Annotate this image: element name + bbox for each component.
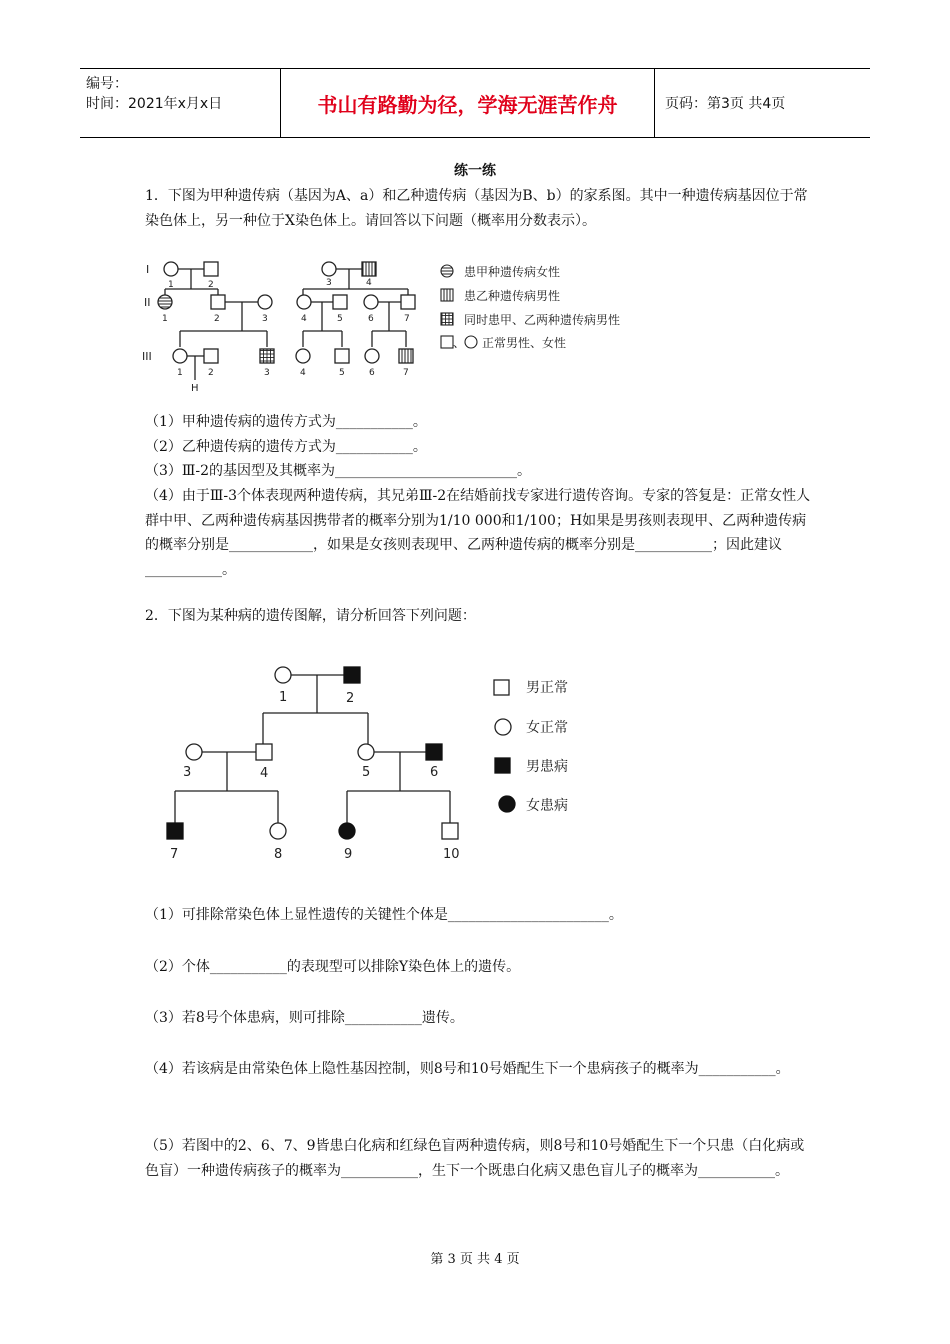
q2-person-1-normal-female xyxy=(275,667,291,683)
q2-person-5-normal-female xyxy=(358,744,374,760)
q2-person-6-affected-male xyxy=(426,744,442,760)
q2-sub1: （1）可排除常染色体上显性遗传的关键性个体是_______________________。 xyxy=(145,907,623,923)
q2-node-label: 5 xyxy=(362,765,371,780)
q2-legend-affected-female: 女患病 xyxy=(526,798,568,814)
q1-sub4: （4）由于Ⅲ-3个体表现两种遗传病，其兄弟Ⅲ-2在结婚前找专家进行遗传咨询。专家的答复是：正常女性人群中甲、乙两种遗传病基因携带者的概率分别为1/10 000和1/100；H如果是男孩则表现甲、乙两种遗传病的概率分别是____________，如果是女孩则表现甲、乙两种遗传病的概率分别是___________；因此建议___________。 xyxy=(145,488,811,578)
legend-disease-a-female: 患甲种遗传病女性 xyxy=(464,265,561,279)
q1-sub3: （3）Ⅲ-2的基因型及其概率为__________________________。 xyxy=(145,463,532,479)
node-label: 6 xyxy=(369,368,375,378)
q2-legend-affected-male: 男患病 xyxy=(526,759,568,775)
q2-person-10-normal-male xyxy=(442,823,458,839)
pedigree-iii1-normal-female xyxy=(173,349,187,363)
legend-separator: 、 xyxy=(453,336,466,350)
legend-hstripe-female-icon xyxy=(441,265,453,277)
q2-person-7-affected-male xyxy=(167,823,183,839)
legend-normal-male-icon xyxy=(441,336,453,348)
pedigree-ii4-normal-female xyxy=(297,295,311,309)
q2-node-label: 6 xyxy=(430,765,439,780)
node-label: 2 xyxy=(208,280,214,290)
pedigree-iii5-normal-male xyxy=(335,349,349,363)
q1-sub2: （2）乙种遗传病的遗传方式为___________。 xyxy=(145,439,427,455)
node-label: 5 xyxy=(337,314,343,324)
q2-person-8-normal-female xyxy=(270,823,286,839)
pedigree-iii3-both-diseases-male xyxy=(260,349,274,363)
node-label: 7 xyxy=(404,314,410,324)
q2-node-label: 2 xyxy=(346,691,355,706)
pedigree-iii4-normal-female xyxy=(296,349,310,363)
node-label: 3 xyxy=(262,314,268,324)
pedigree-i3-normal-female xyxy=(322,262,336,276)
q2-node-label: 7 xyxy=(170,847,179,862)
node-label: 4 xyxy=(300,368,306,378)
page-header xyxy=(80,68,870,138)
q2-legend-normal-male-icon xyxy=(494,680,509,695)
q2-legend-normal-female: 女正常 xyxy=(526,720,568,736)
q2-person-2-affected-male xyxy=(344,667,360,683)
pedigree-ii3-normal-female xyxy=(258,295,272,309)
q2-node-label: 1 xyxy=(279,690,288,705)
legend-grid-male-icon xyxy=(441,313,453,325)
node-label: 2 xyxy=(214,314,220,324)
q2-legend-normal-female-icon xyxy=(495,719,511,735)
pedigree-i4-disease-b-male xyxy=(362,262,376,276)
node-label: 3 xyxy=(326,278,332,288)
legend-normal: 正常男性、女性 xyxy=(482,336,567,350)
page-footer: 第 3 页 共 4 页 xyxy=(430,1252,520,1267)
q2-sub2: （2）个体___________的表现型可以排除Y染色体上的遗传。 xyxy=(145,959,521,975)
pedigree-ii2-normal-male xyxy=(211,295,225,309)
q2-node-label: 4 xyxy=(260,766,269,781)
q1-intro: 1．下图为甲种遗传病（基因为A、a）和乙种遗传病（基因为B、b）的家系图。其中一种遗传病基因位于常染色体上，另一种位于X染色体上。请回答以下问题（概率用分数表示）。 xyxy=(145,188,808,229)
time-label: 时间：2021年x月x日 xyxy=(86,96,223,112)
q2-legend-normal-male: 男正常 xyxy=(526,680,568,696)
pedigree-iii2-normal-male xyxy=(204,349,218,363)
q2-sub3: （3）若8号个体患病，则可排除___________遗传。 xyxy=(145,1010,464,1026)
legend-vstripe-male-icon xyxy=(441,289,453,301)
q2-node-label: 3 xyxy=(183,765,192,780)
q1-sub1: （1）甲种遗传病的遗传方式为___________。 xyxy=(145,414,427,430)
gen-label-iii: III xyxy=(142,350,152,363)
q1-pedigree-diagram xyxy=(140,255,670,400)
section-title: 练一练 xyxy=(454,163,496,179)
node-label: 4 xyxy=(301,314,307,324)
q2-pedigree-diagram xyxy=(160,660,600,870)
node-label: 3 xyxy=(264,368,270,378)
page-info: 页码：第3页 共4页 xyxy=(665,96,786,112)
node-label-h: H xyxy=(191,383,199,394)
q2-person-9-affected-female xyxy=(339,823,355,839)
q2-legend-affected-female-icon xyxy=(499,796,515,812)
legend-normal-female-icon xyxy=(465,336,477,348)
pedigree-iii6-normal-female xyxy=(365,349,379,363)
q2-legend-affected-male-icon xyxy=(495,758,510,773)
pedigree-i1-normal-female xyxy=(164,262,178,276)
q2-node-label: 8 xyxy=(274,847,283,862)
gen-label-ii: II xyxy=(144,296,151,309)
node-label: 2 xyxy=(208,368,214,378)
pedigree-ii7-normal-male xyxy=(401,295,415,309)
q2-sub4: （4）若该病是由常染色体上隐性基因控制，则8号和10号婚配生下一个患病孩子的概率为___________。 xyxy=(145,1061,790,1077)
gen-label-i: I xyxy=(146,263,150,276)
pedigree-ii6-normal-female xyxy=(364,295,378,309)
pedigree-ii5-normal-male xyxy=(333,295,347,309)
legend-both-diseases-male: 同时患甲、乙两种遗传病男性 xyxy=(464,313,621,327)
pedigree-iii7-disease-b-male xyxy=(399,349,413,363)
node-label: 5 xyxy=(339,368,345,378)
q2-node-label: 9 xyxy=(344,847,353,862)
node-label: 1 xyxy=(177,368,183,378)
code-label: 编号： xyxy=(86,76,128,92)
q2-intro: 2．下图为某种病的遗传图解，请分析回答下列问题： xyxy=(145,608,476,624)
q2-sub5: （5）若图中的2、6、7、9皆患白化病和红绿色盲两种遗传病，则8号和10号婚配生下一个只患（白化病或色盲）一种遗传病孩子的概率为___________，生下一个既患白化病又患色盲儿子的概率为___________。 xyxy=(145,1138,805,1179)
pedigree-i2-normal-male xyxy=(204,262,218,276)
q2-node-label: 10 xyxy=(443,847,460,862)
legend-disease-b-male: 患乙种遗传病男性 xyxy=(464,289,561,303)
node-label: 1 xyxy=(162,314,168,324)
q2-person-3-normal-female xyxy=(186,744,202,760)
pedigree-ii1-disease-a-female xyxy=(158,295,172,309)
header-left-cell xyxy=(80,69,281,137)
node-label: 1 xyxy=(168,280,174,290)
node-label: 7 xyxy=(403,368,409,378)
node-label: 6 xyxy=(368,314,374,324)
node-label: 4 xyxy=(366,278,372,288)
q2-person-4-normal-male xyxy=(256,744,272,760)
motto: 书山有路勤为径，学海无涯苦作舟 xyxy=(281,69,655,137)
